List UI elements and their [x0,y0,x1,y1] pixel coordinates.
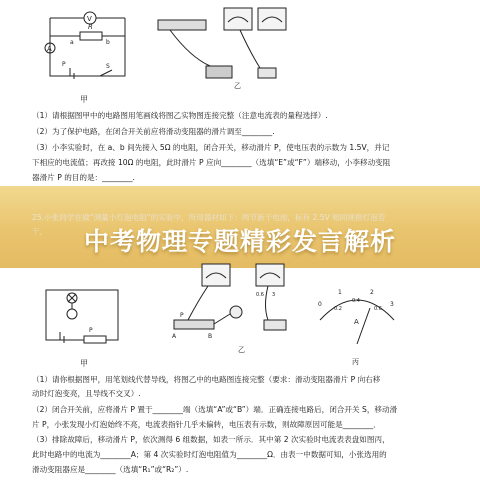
q25-line-7: （3）排除故障后，移动滑片 P，依次测得 6 组数据，如表一所示．其中第 2 次实验时电流表表盘如图丙， [32,435,390,444]
switch-s-label: S [106,63,110,70]
dial-tick-02: 0.2 [334,306,342,312]
resistor-label: R [88,23,93,31]
dial-tick-06: 0.6 [374,306,382,312]
terminal-3-label: 3 [272,292,276,298]
q25-line-9: 滑动变阻器应是________（选填“R₁”或“R₂”）. [32,465,189,474]
q24-line-5: 器滑片 P 的目的是：________. [32,173,135,182]
end-b-label: B [208,333,213,340]
point-a-label: a [70,39,74,46]
slider-p-label: P [62,61,66,68]
q25-caption-a: 甲 [80,359,88,368]
q25-line-5: （2）闭合开关前，应将滑片 P 置于________端（选填“A”或“B”）端．正确连接电路后，闭合开关 S，移动滑 [32,405,398,414]
q25-caption-b: 乙 [238,346,245,354]
q25-line-3: （1）请你根据图甲，用笔划线代替导线，将图乙中的电路图连接完整（要求：滑动变阻器滑片 P 向右移 [32,375,381,384]
q25-line-1: 25.小张同学在做“测量小灯泡电阻”的实验中，所用器材如下：两节新干电池，标有 2.5V 相同规格灯泡若 [32,213,386,222]
q25-line-4: 动时灯泡变亮，且导线不交叉）. [32,389,141,398]
point-b-label: b [106,39,110,46]
q24-line-1: （1）请根据图甲中的电路图用笔画线将图乙实物图连接完整（注意电流表的量程选择）. [32,111,328,120]
end-a-label: A [172,333,177,340]
terminal-06-label: 0.6 [256,292,264,298]
q24-line-4: 下相应的电流值；再改接 10Ω 的电阻，此时滑片 P 应向________（选填“E”或“F”）端移动，小李移动变阻 [32,158,391,167]
q24-line-2: （2）为了保护电路，在闭合开关前应将滑动变阻器的滑片调至________. [32,127,275,136]
apparatus-diagram-2 [168,256,303,356]
q25-caption-c: 丙 [352,358,359,366]
voltmeter-label: V [87,15,92,23]
banner-title: 中考物理专题精彩发言解析 [83,227,396,256]
apparatus-diagram-1 [150,2,300,92]
q25-line-2: 干， [32,227,48,236]
dial-tick-1: 1 [338,289,342,296]
circuit-diagram-1 [40,6,135,88]
dial-tick-0: 0 [318,301,322,308]
dial-tick-3: 3 [390,301,394,308]
q25-line-6: 片 P，小张发现小灯泡始终不亮，电流表指针几乎未偏转，电压表有示数，则故障原因可能是________． [32,420,381,429]
dial-unit-label: A [354,318,359,326]
dial-tick-04: 0.4 [352,298,360,304]
ammeter-label: A [47,45,52,53]
slider-p2-label: P [180,312,184,319]
ammeter-dial [312,284,402,368]
figure1-caption-right: 乙 [234,82,241,90]
q24-line-3: （3）小李实验时，在 a、b 间先接入 5Ω 的电阻，闭合开关，移动滑片 P，使电压表的示数为 1.5V，并记 [32,143,390,152]
q25-line-8: 此时电路中的电流为________A；第 4 次实验时灯泡电阻值为________Ω．由表一中数据可知，小张选用的 [32,450,387,459]
q25-circuit-p-label: P [89,327,93,334]
figure1-caption-left: 甲 [80,95,88,104]
dial-tick-2: 2 [370,289,374,296]
circuit-diagram-2 [38,282,133,354]
